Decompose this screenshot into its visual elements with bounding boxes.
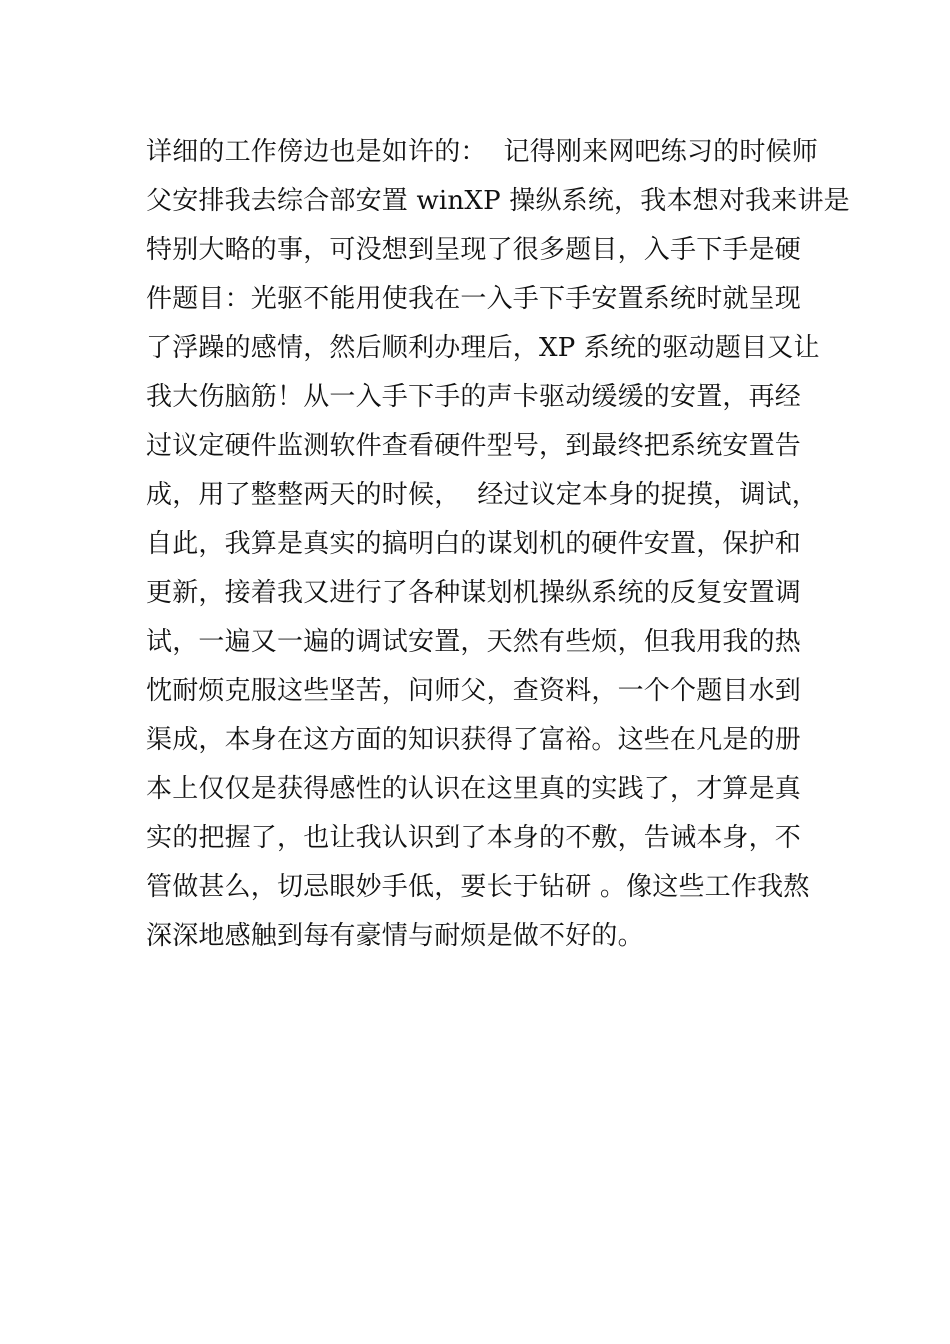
body-paragraph (146, 128, 850, 961)
text-line: 实的把握了，也让我认识到了本身的不敷，告诫本身，不 (146, 823, 802, 853)
text-line: 渠成，本身在这方面的知识获得了富裕。这些在凡是的册 (146, 725, 802, 755)
text-line: 特别大略的事，可没想到呈现了很多题目，入手下手是硬 (146, 235, 802, 265)
text-line: 件题目：光驱不能用使我在一入手下手安置系统时就呈现 (146, 284, 802, 314)
text-line: 父安排我去综合部安置 winXP 操纵系统，我本想对我来讲是 (146, 186, 850, 216)
text-line: 更新，接着我又进行了各种谋划机操纵系统的反复安置调 (146, 578, 802, 608)
text-line: 我大伤脑筋！从一入手下手的声卡驱动缓缓的安置，再经 (146, 382, 802, 412)
text-line: 深深地感触到每有豪情与耐烦是做不好的。 (146, 921, 644, 951)
text-line: 过议定硬件监测软件查看硬件型号，到最终把系统安置告 (146, 431, 802, 461)
text-line: 详细的工作傍边也是如许的： 记得刚来网吧练习的时候师 (146, 137, 818, 167)
text-line: 忱耐烦克服这些坚苦，问师父，查资料，一个个题目水到 (146, 676, 802, 706)
text-line: 管做甚么，切忌眼妙手低，要长于钻研 。像这些工作我熬 (146, 872, 810, 902)
text-line: 试，一遍又一遍的调试安置，天然有些烦，但我用我的热 (146, 627, 802, 657)
text-line: 成，用了整整两天的时候， 经过议定本身的捉摸，调试， (146, 480, 818, 510)
text-line: 本上仅仅是获得感性的认识在这里真的实践了，才算是真 (146, 774, 802, 804)
text-line: 自此，我算是真实的搞明白的谋划机的硬件安置，保护和 (146, 529, 802, 559)
text-line: 了浮躁的感情，然后顺利办理后，XP 系统的驱动题目又让 (146, 333, 820, 363)
